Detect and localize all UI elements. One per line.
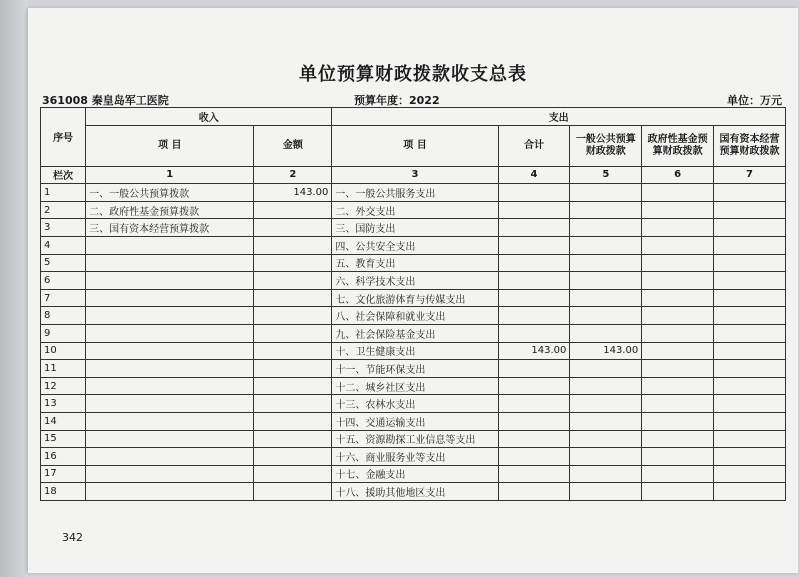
income-item-cell — [86, 272, 254, 290]
income-item-cell — [86, 289, 254, 307]
income-amount-cell — [254, 412, 332, 430]
expense-item-cell: 二、外交支出 — [332, 201, 498, 219]
state-capital-cell — [714, 465, 786, 483]
header-income: 收入 — [86, 108, 332, 126]
header-amount: 金额 — [254, 125, 332, 166]
expense-item-cell: 十四、交通运输支出 — [332, 412, 498, 430]
unit-code: 361008 秦皇岛军工医院 — [42, 94, 169, 107]
header-state: 国有资本经营预算财政拨款 — [714, 125, 786, 166]
row-number-cell: 9 — [41, 324, 86, 342]
header-fund: 政府性基金预算财政拨款 — [642, 125, 714, 166]
row-number-cell: 16 — [41, 448, 86, 466]
row-number-cell: 13 — [41, 395, 86, 413]
table-row — [41, 201, 786, 219]
general-budget-cell — [570, 430, 642, 448]
income-amount-cell — [254, 324, 332, 342]
state-capital-cell — [714, 272, 786, 290]
row-number-cell: 2 — [41, 201, 86, 219]
row-number-cell: 6 — [41, 272, 86, 290]
total-cell — [498, 184, 570, 202]
general-budget-cell — [570, 483, 642, 501]
total-cell — [498, 412, 570, 430]
income-item-cell — [86, 324, 254, 342]
income-item-cell — [86, 430, 254, 448]
table-row — [41, 307, 786, 325]
expense-item-cell: 六、科学技术支出 — [332, 272, 498, 290]
state-capital-cell — [714, 342, 786, 360]
general-budget-cell — [570, 201, 642, 219]
fund-budget-cell — [642, 483, 714, 501]
fund-budget-cell — [642, 342, 714, 360]
income-amount-cell — [254, 272, 332, 290]
total-cell — [498, 307, 570, 325]
unit-label: 单位：万元 — [727, 94, 782, 107]
fund-budget-cell — [642, 448, 714, 466]
general-budget-cell — [570, 236, 642, 254]
header-seq: 序号 — [41, 108, 86, 167]
total-cell — [498, 395, 570, 413]
income-amount-cell: 143.00 — [254, 184, 332, 202]
total-cell — [498, 465, 570, 483]
total-cell — [498, 324, 570, 342]
table-row — [41, 412, 786, 430]
expense-item-cell: 一、一般公共服务支出 — [332, 184, 498, 202]
state-capital-cell — [714, 412, 786, 430]
expense-item-cell: 八、社会保障和就业支出 — [332, 307, 498, 325]
fund-budget-cell — [642, 289, 714, 307]
general-budget-cell — [570, 254, 642, 272]
table-row — [41, 430, 786, 448]
row-number-cell: 1 — [41, 184, 86, 202]
row-number-cell: 17 — [41, 465, 86, 483]
fund-budget-cell — [642, 236, 714, 254]
state-capital-cell — [714, 430, 786, 448]
total-cell: 143.00 — [498, 342, 570, 360]
state-capital-cell — [714, 307, 786, 325]
expense-item-cell: 十、卫生健康支出 — [332, 342, 498, 360]
general-budget-cell — [570, 412, 642, 430]
total-cell — [498, 377, 570, 395]
row-number-cell: 15 — [41, 430, 86, 448]
income-item-cell: 三、国有资本经营预算拨款 — [86, 219, 254, 237]
general-budget-cell — [570, 324, 642, 342]
row-number-cell: 3 — [41, 219, 86, 237]
state-capital-cell — [714, 289, 786, 307]
fund-budget-cell — [642, 219, 714, 237]
table-row — [41, 254, 786, 272]
income-item-cell — [86, 395, 254, 413]
general-budget-cell — [570, 465, 642, 483]
header-income-item: 项 目 — [86, 125, 254, 166]
income-amount-cell — [254, 307, 332, 325]
total-cell — [498, 219, 570, 237]
total-cell — [498, 430, 570, 448]
total-cell — [498, 360, 570, 378]
income-item-cell: 二、政府性基金预算拨款 — [86, 201, 254, 219]
expense-item-cell: 十一、节能环保支出 — [332, 360, 498, 378]
column-index-row — [41, 166, 786, 184]
income-amount-cell — [254, 483, 332, 501]
general-budget-cell — [570, 219, 642, 237]
expense-item-cell: 十八、援助其他地区支出 — [332, 483, 498, 501]
expense-item-cell: 九、社会保险基金支出 — [332, 324, 498, 342]
income-item-cell — [86, 307, 254, 325]
income-item-cell — [86, 360, 254, 378]
general-budget-cell: 143.00 — [570, 342, 642, 360]
table-row — [41, 483, 786, 501]
fund-budget-cell — [642, 360, 714, 378]
fund-budget-cell — [642, 254, 714, 272]
row-number-cell: 14 — [41, 412, 86, 430]
fund-budget-cell — [642, 465, 714, 483]
income-amount-cell — [254, 201, 332, 219]
table-row — [41, 465, 786, 483]
general-budget-cell — [570, 360, 642, 378]
state-capital-cell — [714, 448, 786, 466]
general-budget-cell — [570, 307, 642, 325]
header-general: 一般公共预算财政拨款 — [570, 125, 642, 166]
expense-item-cell: 五、教育支出 — [332, 254, 498, 272]
book-spine — [0, 0, 28, 577]
fund-budget-cell — [642, 307, 714, 325]
income-amount-cell — [254, 342, 332, 360]
row-number-cell: 10 — [41, 342, 86, 360]
income-item-cell — [86, 448, 254, 466]
general-budget-cell — [570, 395, 642, 413]
fund-budget-cell — [642, 430, 714, 448]
expense-item-cell: 十五、资源勘探工业信息等支出 — [332, 430, 498, 448]
income-amount-cell — [254, 448, 332, 466]
general-budget-cell — [570, 184, 642, 202]
state-capital-cell — [714, 254, 786, 272]
expense-item-cell: 十六、商业服务业等支出 — [332, 448, 498, 466]
total-cell — [498, 254, 570, 272]
income-amount-cell — [254, 236, 332, 254]
fund-budget-cell — [642, 412, 714, 430]
state-capital-cell — [714, 236, 786, 254]
column-index-cell: 6 — [642, 166, 714, 184]
column-index-cell: 5 — [570, 166, 642, 184]
fund-budget-cell — [642, 395, 714, 413]
table-row — [41, 395, 786, 413]
income-item-cell — [86, 236, 254, 254]
income-amount-cell — [254, 219, 332, 237]
state-capital-cell — [714, 219, 786, 237]
table-row — [41, 219, 786, 237]
income-amount-cell — [254, 254, 332, 272]
income-amount-cell — [254, 360, 332, 378]
total-cell — [498, 289, 570, 307]
expense-item-cell: 十二、城乡社区支出 — [332, 377, 498, 395]
row-number-cell: 11 — [41, 360, 86, 378]
page-title: 单位预算财政拨款收支总表 — [299, 64, 527, 85]
income-item-cell — [86, 483, 254, 501]
table-row — [41, 184, 786, 202]
state-capital-cell — [714, 201, 786, 219]
general-budget-cell — [570, 377, 642, 395]
page-number: 342 — [62, 531, 83, 544]
column-index-cell: 2 — [254, 166, 332, 184]
total-cell — [498, 272, 570, 290]
budget-table — [40, 107, 786, 501]
row-number-cell: 12 — [41, 377, 86, 395]
header-expense: 支出 — [332, 108, 786, 126]
state-capital-cell — [714, 377, 786, 395]
table-row — [41, 377, 786, 395]
fund-budget-cell — [642, 201, 714, 219]
column-index-cell: 栏次 — [41, 166, 86, 184]
header-total: 合计 — [498, 125, 570, 166]
total-cell — [498, 201, 570, 219]
state-capital-cell — [714, 483, 786, 501]
expense-item-cell: 十七、金融支出 — [332, 465, 498, 483]
expense-item-cell: 四、公共安全支出 — [332, 236, 498, 254]
table-row — [41, 236, 786, 254]
table-row — [41, 289, 786, 307]
expense-item-cell: 三、国防支出 — [332, 219, 498, 237]
total-cell — [498, 448, 570, 466]
general-budget-cell — [570, 448, 642, 466]
row-number-cell: 18 — [41, 483, 86, 501]
expense-item-cell: 十三、农林水支出 — [332, 395, 498, 413]
income-item-cell — [86, 412, 254, 430]
table-row — [41, 360, 786, 378]
column-index-cell: 3 — [332, 166, 498, 184]
table-row — [41, 272, 786, 290]
table-row — [41, 448, 786, 466]
row-number-cell: 5 — [41, 254, 86, 272]
income-amount-cell — [254, 395, 332, 413]
expense-item-cell: 七、文化旅游体育与传媒支出 — [332, 289, 498, 307]
income-amount-cell — [254, 289, 332, 307]
fund-budget-cell — [642, 184, 714, 202]
header-expense-item: 项 目 — [332, 125, 498, 166]
row-number-cell: 7 — [41, 289, 86, 307]
total-cell — [498, 236, 570, 254]
state-capital-cell — [714, 360, 786, 378]
income-amount-cell — [254, 430, 332, 448]
income-item-cell — [86, 377, 254, 395]
table-row — [41, 342, 786, 360]
general-budget-cell — [570, 289, 642, 307]
row-number-cell: 4 — [41, 236, 86, 254]
state-capital-cell — [714, 324, 786, 342]
income-item-cell — [86, 342, 254, 360]
column-index-cell: 7 — [714, 166, 786, 184]
income-amount-cell — [254, 377, 332, 395]
column-index-cell: 4 — [498, 166, 570, 184]
fund-budget-cell — [642, 272, 714, 290]
income-amount-cell — [254, 465, 332, 483]
income-item-cell: 一、一般公共预算拨款 — [86, 184, 254, 202]
state-capital-cell — [714, 395, 786, 413]
state-capital-cell — [714, 184, 786, 202]
general-budget-cell — [570, 272, 642, 290]
column-index-cell: 1 — [86, 166, 254, 184]
fund-budget-cell — [642, 324, 714, 342]
budget-year: 预算年度：2022 — [354, 94, 440, 107]
income-item-cell — [86, 254, 254, 272]
total-cell — [498, 483, 570, 501]
fund-budget-cell — [642, 377, 714, 395]
table-row — [41, 324, 786, 342]
document-page — [28, 8, 798, 573]
row-number-cell: 8 — [41, 307, 86, 325]
income-item-cell — [86, 465, 254, 483]
